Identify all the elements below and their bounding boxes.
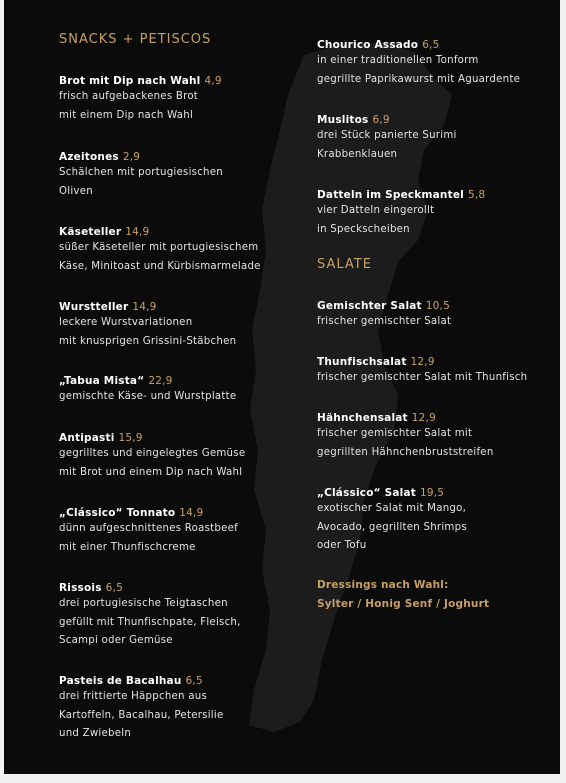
menu-item-description: süßer Käseteller mit portugiesischem — [59, 242, 259, 253]
menu-item — [59, 70, 222, 125]
menu-item-name: „Tabua Mista“ — [59, 375, 145, 387]
menu-item-description: in Speckscheiben — [317, 223, 410, 235]
menu-item-description: drei frittierte Häppchen aus — [59, 691, 208, 702]
menu-item-description: Kartoffeln, Bacalhau, Petersilie — [59, 709, 224, 721]
menu-item-description: vier Datteln eingerollt — [317, 205, 435, 216]
menu-page — [4, 0, 560, 774]
menu-item — [59, 577, 241, 651]
menu-item-description: gemischte Käse- und Wurstplatte — [59, 391, 237, 402]
menu-item-price: 14,9 — [179, 507, 204, 519]
menu-item-description: mit knusprigen Grissini-Stäbchen — [59, 335, 237, 347]
menu-item-description: Käse, Minitoast und Kürbismarmelade — [59, 260, 261, 272]
menu-item-price: 4,9 — [204, 75, 222, 87]
menu-item-description: exotischer Salat mit Mango, — [317, 503, 467, 514]
menu-item-description: leckere Wurstvariationen — [59, 317, 193, 328]
menu-item-price: 12,9 — [411, 412, 436, 424]
menu-item-price: 19,5 — [419, 487, 445, 499]
menu-item-price: 14,9 — [132, 301, 157, 313]
menu-item-description: Oliven — [59, 185, 93, 197]
menu-item — [317, 109, 457, 164]
menu-item-description: frischer gemischter Salat mit — [317, 428, 473, 439]
menu-item-description: Krabbenklauen — [317, 148, 398, 160]
menu-item-header — [59, 502, 238, 520]
menu-item-price: 6,5 — [422, 39, 440, 51]
menu-item-description: drei portugiesische Teigtaschen — [59, 598, 228, 609]
menu-item-description: frischer gemischter Salat — [317, 316, 452, 327]
menu-item-price: 14,9 — [125, 226, 150, 238]
menu-item-description: gegrillten Hähnchenbruststreifen — [317, 446, 494, 458]
menu-item-price: 2,9 — [122, 151, 141, 163]
menu-item-name: Datteln im Speckmantel — [317, 189, 464, 201]
menu-item-price: 6,9 — [372, 114, 390, 126]
menu-item-header — [317, 34, 520, 52]
menu-item-name: Muslitos — [317, 114, 369, 126]
menu-item-header — [59, 221, 261, 239]
menu-item-description: frisch aufgebackenes Brot — [59, 91, 199, 102]
menu-item-header — [317, 351, 527, 369]
menu-item-description: Scampi oder Gemüse — [59, 635, 173, 647]
menu-item-price: 6,5 — [185, 675, 203, 687]
dressings-label: Dressings nach Wahl: — [317, 579, 449, 591]
menu-item-name: Brot mit Dip nach Wahl — [59, 75, 201, 87]
menu-item — [317, 34, 520, 89]
menu-item-description: und Zwiebeln — [59, 728, 132, 740]
menu-item-description: Avocado, gegrillten Shrimps — [317, 521, 467, 533]
menu-item-name: Azeitones — [59, 151, 119, 163]
menu-item-header — [317, 295, 451, 313]
menu-item — [59, 146, 223, 201]
menu-item — [59, 502, 238, 557]
menu-item-header — [59, 146, 223, 164]
menu-item-name: „Clássico“ Salat — [317, 487, 416, 499]
menu-item-header — [317, 184, 485, 202]
menu-item-name: Wurstteller — [59, 301, 129, 313]
menu-item-description: Schälchen mit portugiesischen — [59, 167, 223, 178]
menu-item-description: oder Tofu — [317, 540, 367, 552]
menu-item-price: 15,9 — [118, 432, 143, 444]
menu-item-header — [317, 482, 467, 500]
menu-item-header — [59, 670, 223, 688]
menu-item-header — [59, 296, 236, 314]
dressings-note — [317, 576, 489, 613]
menu-item — [317, 351, 527, 388]
section-title-salate: SALATE — [317, 257, 372, 272]
menu-item — [317, 482, 467, 556]
menu-item-name: Pasteis de Bacalhau — [59, 675, 182, 687]
menu-item-name: Thunfischsalat — [317, 356, 407, 368]
menu-item-description: frischer gemischter Salat mit Thunfisch — [317, 372, 528, 383]
menu-item-name: Rissois — [59, 582, 102, 594]
menu-item — [317, 407, 494, 462]
menu-item-description: mit Brot und einem Dip nach Wahl — [59, 466, 243, 478]
menu-item-description: gefüllt mit Thunfischpate, Fleisch, — [59, 616, 241, 628]
menu-item-header — [59, 370, 236, 388]
menu-item-price: 5,8 — [467, 189, 486, 201]
menu-item-header — [59, 577, 241, 595]
menu-item-name: „Clássico“ Tonnato — [59, 507, 176, 519]
menu-item-description: mit einem Dip nach Wahl — [59, 109, 194, 121]
menu-item — [59, 427, 245, 482]
menu-item-description: mit einer Thunfischcreme — [59, 541, 196, 553]
menu-item-header — [59, 70, 222, 88]
menu-item-name: Antipasti — [59, 432, 115, 444]
menu-item-description: dünn aufgeschnittenes Roastbeef — [59, 523, 239, 534]
menu-item-header — [317, 407, 494, 425]
section-title-snacks: SNACKS + PETISCOS — [59, 32, 212, 47]
menu-item — [317, 295, 451, 332]
menu-item-name: Hähnchensalat — [317, 412, 408, 424]
menu-item — [59, 370, 236, 407]
menu-item-name: Käseteller — [59, 226, 122, 238]
menu-item-name: Gemischter Salat — [317, 300, 422, 312]
menu-item — [59, 296, 236, 351]
menu-item-description: drei Stück panierte Surimi — [317, 130, 457, 141]
menu-item — [59, 670, 223, 744]
menu-item-price: 22,9 — [148, 375, 173, 387]
dressings-options: Sylter / Honig Senf / Joghurt — [317, 597, 490, 610]
page-bottom-margin — [0, 774, 566, 783]
menu-item-name: Chourico Assado — [317, 39, 419, 51]
menu-item-header — [59, 427, 245, 445]
menu-item-description: gegrilltes und eingelegtes Gemüse — [59, 448, 246, 459]
menu-item-price: 6,5 — [105, 582, 123, 594]
menu-item-price: 12,9 — [410, 356, 435, 368]
menu-item-header — [317, 109, 457, 127]
menu-item — [317, 184, 485, 239]
menu-item-description: in einer traditionellen Tonform — [317, 55, 479, 66]
menu-item — [59, 221, 261, 276]
menu-item-description: gegrillte Paprikawurst mit Aguardente — [317, 73, 521, 85]
menu-item-price: 10,5 — [425, 300, 450, 312]
